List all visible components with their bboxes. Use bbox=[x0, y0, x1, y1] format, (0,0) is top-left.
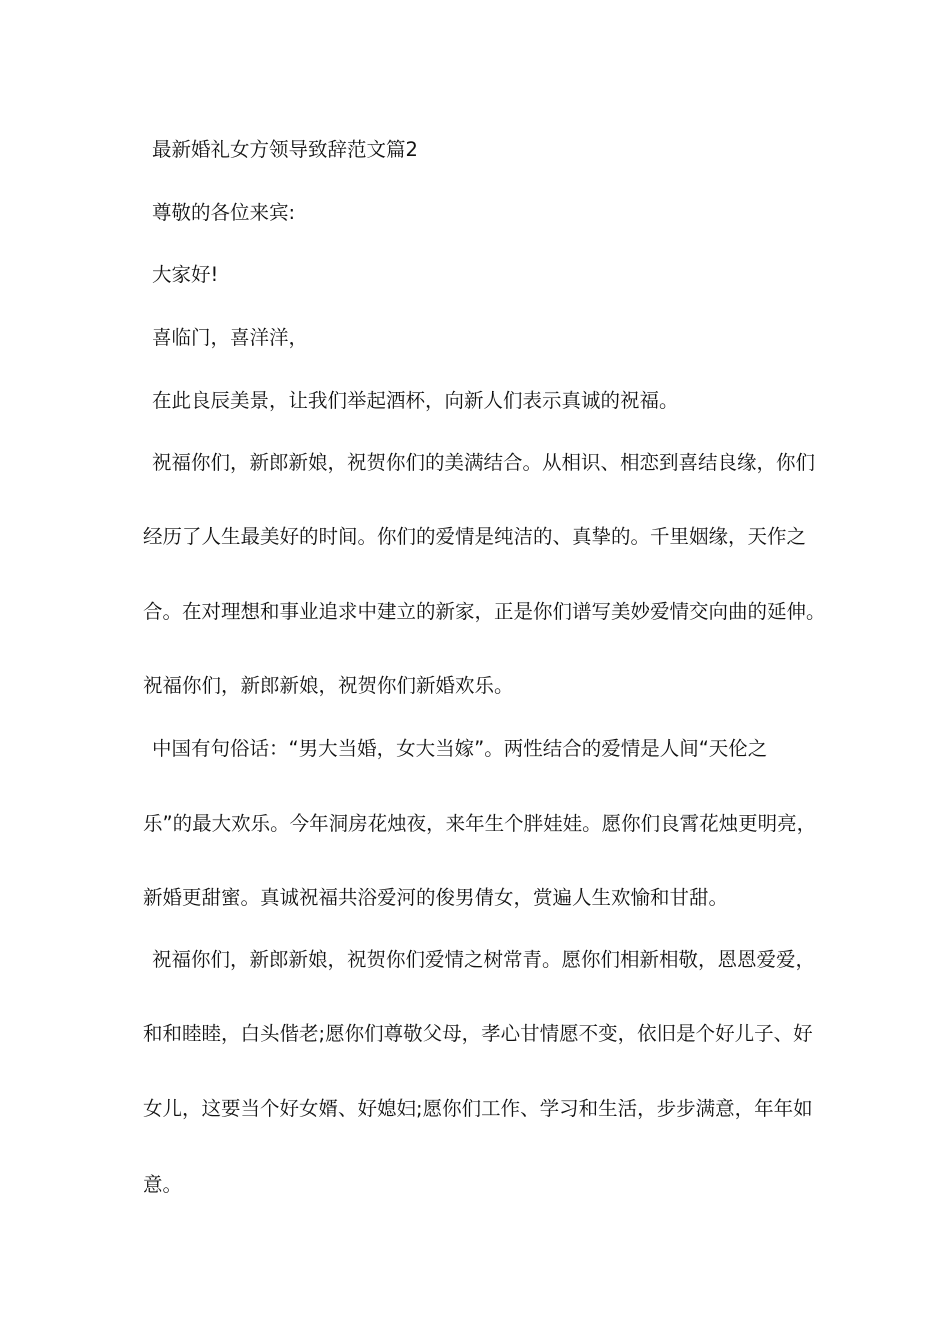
text-line: 中国有句俗话：“男大当婚，女大当嫁”。两性结合的爱情是人间“天伦之 bbox=[152, 737, 768, 760]
text-line: 经历了人生最美好的时间。你们的爱情是纯洁的、真挚的。千里姻缘，天作之 bbox=[143, 525, 807, 548]
text-line: 和和睦睦，白头偕老;愿你们尊敬父母，孝心甘情愿不变，依旧是个好儿子、好 bbox=[143, 1022, 813, 1045]
text-line: 喜临门，喜洋洋， bbox=[152, 326, 309, 349]
greeting-line: 大家好! bbox=[152, 263, 219, 286]
text-line: 意。 bbox=[143, 1173, 183, 1196]
text-line: 乐”的最大欢乐。今年洞房花烛夜，来年生个胖娃娃。愿你们良霄花烛更明亮， bbox=[143, 812, 817, 835]
text-line: 合。在对理想和事业追求中建立的新家，正是你们谱写美妙爱情交向曲的延伸。 bbox=[143, 600, 826, 623]
text-line: 祝福你们，新郎新娘，祝贺你们新婚欢乐。 bbox=[143, 674, 514, 697]
text-line: 祝福你们，新郎新娘，祝贺你们的美满结合。从相识、相恋到喜结良缘，你们 bbox=[152, 451, 816, 474]
document-title: 最新婚礼女方领导致辞范文篇2 bbox=[152, 138, 418, 161]
salutation-line: 尊敬的各位来宾: bbox=[152, 201, 296, 224]
text-line: 新婚更甜蜜。真诚祝福共浴爱河的俊男倩女，赏遍人生欢愉和甘甜。 bbox=[143, 886, 729, 909]
text-line: 女儿，这要当个好女婿、好媳妇;愿你们工作、学习和生活，步步满意，年年如 bbox=[143, 1097, 813, 1120]
text-line: 祝福你们，新郎新娘，祝贺你们爱情之树常青。愿你们相新相敬，恩恩爱爱， bbox=[152, 948, 816, 971]
text-line: 在此良辰美景，让我们举起酒杯，向新人们表示真诚的祝福。 bbox=[152, 389, 679, 412]
